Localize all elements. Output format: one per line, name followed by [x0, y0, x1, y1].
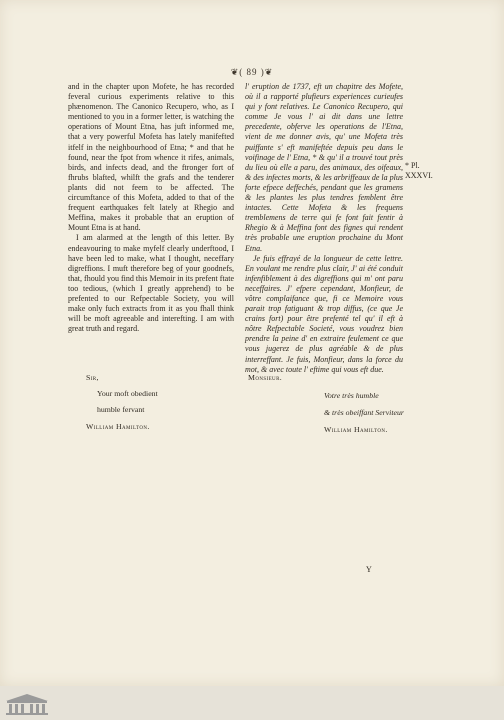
english-paragraph-2: I am alarmed at the length of this letter. By endeavouring to make myfelf clearly underftood, I have been led to make, what I thought, neceffary digreffions. I muft therefore beg of your goodnefs, that, fhould you find this Memoir in its prefent ftate too tedious, (which I greatly apprehend) to be prefented to our Refpectable Society, you will make only fuch extracts from it as you fhall think will be moft agreeable and interefting. I am with great truth and regard.: [68, 233, 234, 334]
closing-line-english-2: humble fervant: [97, 405, 145, 414]
page-header: ❦( 89 )❦: [230, 67, 274, 77]
english-column: [68, 82, 234, 334]
signature-english: William Hamilton.: [86, 422, 150, 431]
signature-french: William Hamilton.: [324, 425, 388, 434]
closing-line-english-1: Your moft obedient: [97, 389, 158, 398]
viewer-footer: [0, 686, 504, 720]
plate-reference-note: * Pl. XXXVI.: [405, 161, 433, 180]
french-column: [245, 82, 403, 375]
library-building-icon: [4, 692, 50, 716]
salutation-english: Sir,: [86, 373, 99, 382]
closing-line-french-2: & très obeiffant Serviteur: [324, 408, 404, 417]
french-paragraph-1: l' eruption de 1737, eft un chapitre des Mofete, où il a rapporté plufieurs experiences curieufes qui y font relatives. Le Canonico Recupero, qui comme Je vous l' ai dit dans une lettre precedente, obferve les operations de l'Etna, vient de me donner avis, qu' une Mofeta très puiffante s' eft manifeftée depuis peu dans le voifinage de l' Etna, * & qu' il a trouvé tout près du lieu où elle a paru, des animaux, des oifeaux, & des infectes morts, & les arbriffeaux de la plus forte efpece deffechés, pendant que les gramens & les plantes les plus tendres femblent être intactes. Cette Mofeta & les frequens tremblemens de terre qui fe font fait fentir à Rhegio & à Meffina font des fignes qui rendent très probable une eruption prochaine du Mont Etna.: [245, 82, 403, 253]
english-paragraph-1: and in the chapter upon Mofete, he has recorded feveral curious experiments relative to this phænomenon. The Canonico Recupero, who, as I mentioned to you in a former letter, is watching the operations of Mount Etna, has juft informed me, that a very powerful Mofeta has lately manifefted itfelf in the neighbourhood of Etna; * and that he found, near the fpot from whence it rifes, animals, birds, and infects dead, and the ftronger fort of fhrubs blafted, whilft the grafs and the tenderer plants did not feem to be affected. The circumftance of this Mofeta, added to that of the frequent earthquakes felt lately at Rhegio and Meffina, makes it probable that an eruption of Mount Etna is at hand.: [68, 82, 234, 233]
salutation-french: Monsieur.: [248, 373, 283, 382]
closing-line-french-1: Votre très humble: [324, 391, 379, 400]
catchword: Y: [366, 565, 372, 574]
french-paragraph-2: Je fuis effrayé de la longueur de cette lettre. En voulant me rendre plus clair, J' ai été conduit infenfiblement à des digreffions qui m' ont paru neceffaires. J' efpere cependant, Monfieur, de vôtre complaifance que, fi ce Memoire vous parait trop fatiguant & trop diffus, (ce que Je crains fort) pour être prefenté tel qu' il eft à nôtre Refpectable Societé, vous voudrez bien prendre la peine d' en extraire feulement ce que vous jugerez de plus agréable & de plus interreffant. Je fuis, Monfieur, dans la force du mot, & avec toute l' eftime qui vous eft due.: [245, 253, 403, 374]
